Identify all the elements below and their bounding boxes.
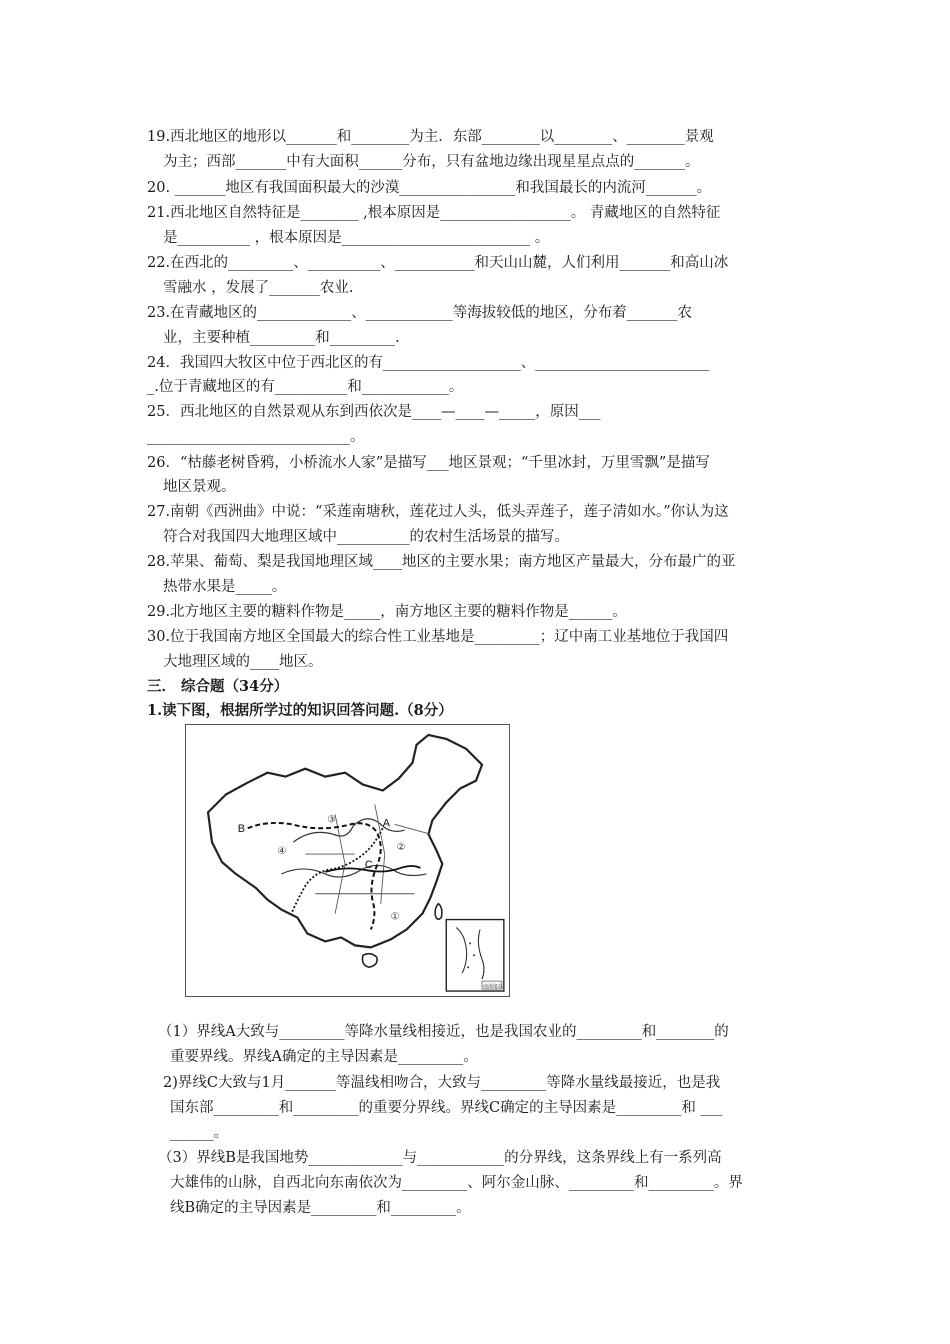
sub-question-3-line-3: 线B确定的主导因素是_________和_________。 [170, 1200, 471, 1216]
question-25-line-2: ____________________________。 [147, 429, 365, 445]
question-22-line-1: 22.在西北的_________、__________、___________和天山山麓，人们利用_______和高山冰 [147, 255, 729, 271]
sub-question-2-line-2: 国东部_________和_________的重要分界线。界线C确定的主导因素是_________和 ___ [170, 1100, 723, 1116]
hainan-island [362, 954, 377, 968]
china-map [186, 725, 509, 996]
south-china-sea-inset [446, 920, 504, 991]
sub-question-3-line-1: （3）界线B是我国地势_____________与____________的分界线，这条界线上有一系列高 [158, 1150, 722, 1166]
china-map-figure [185, 724, 510, 997]
question-21-line-1: 21.西北地区自然特征是________ ,根本原因是__________________。 青藏地区的自然特征 [147, 205, 721, 221]
question-28-line-2: 热带水果是_____。 [163, 579, 287, 595]
question-26-line-1: 26．“枯藤老树昏鸦，小桥流水人家”是描写___地区景观；“千里冰封，万里雪飘”是描写 [147, 455, 710, 471]
map-label-region-4: ④ [277, 846, 287, 858]
sub-question-1-line-2: 重要界线。界线A确定的主导因素是_________。 [170, 1049, 478, 1065]
question-24-line-1: 24．我国四大牧区中位于西北区的有___________________、________________________ [147, 355, 710, 371]
question-26-line-2: 地区景观。 [163, 479, 236, 495]
question-19-line-2: 为主；西部_______中有大面积______分布，只有盆地边缘出现星星点点的_______。 [163, 154, 700, 170]
question-23-line-2: 业，主要种植_________和_________. [163, 330, 400, 346]
question-27-line-2: 符合对我国四大地理区域中__________的农村生活场景的描写。 [163, 529, 569, 545]
question-25-line-1: 25．西北地区的自然景观从东到西依次是____—____—_____，原因___ [147, 404, 601, 420]
sub-question-1-line-1: （1）界线A大致与_________等降水量线相接近，也是我国农业的_________和________的 [158, 1024, 729, 1040]
question-29-line-1: 29.北方地区主要的糖料作物是_____，南方地区主要的糖料作物是______。 [147, 604, 627, 620]
sub-question-3-line-2: 大雄伟的山脉，自西北向东南依次为_________、阿尔金山脉、_________和_________。界 [170, 1175, 743, 1191]
map-label-region-1: ① [390, 911, 400, 923]
section-3-heading: 三． 综合题（34分） [147, 678, 289, 695]
boundary-line-b [248, 823, 381, 930]
question-21-line-2: 是__________ ，根本原因是__________________________ 。 [163, 230, 550, 246]
question-19-line-1: 19.西北地区的地形以_______和________为主．东部________以________、________景观 [147, 129, 714, 145]
question-30-line-1: 30.位于我国南方地区全国最大的综合性工业基地是_________；辽中南工业基地位于我国四 [147, 629, 729, 645]
map-label-b: B [237, 823, 246, 836]
map-label-a: A [382, 817, 391, 830]
sub-question-2-line-1: 2)界线C大致与1月_______等温线相吻合，大致与_________等降水量线最接近，也是我 [163, 1075, 721, 1091]
sub-question-2-line-3: ______。 [170, 1125, 228, 1141]
taiwan-island [435, 904, 442, 919]
question-28-line-1: 28.苹果、葡萄、梨是我国地理区域____地区的主要水果；南方地区产量最大，分布最广的亚 [147, 554, 736, 570]
section-3-question-1-title: 1.读下图，根据所学过的知识回答问题.（8分） [147, 702, 453, 719]
question-30-line-2: 大地理区域的____地区。 [163, 654, 323, 670]
map-label-region-3: ③ [327, 814, 337, 826]
question-20-line-1: 20. _______地区有我国面积最大的沙漠________________和我国最长的内流河_______。 [147, 180, 712, 196]
question-24-line-2: _.位于青藏地区的有__________和____________。 [147, 379, 464, 395]
map-label-region-2: ② [396, 842, 406, 854]
inset-caption: 南海诸岛 [483, 984, 503, 991]
map-label-c: C [364, 858, 373, 871]
question-22-line-2: 雪融水 ，发展了_______农业. [163, 280, 354, 296]
question-23-line-1: 23.在青藏地区的_____________、____________等海拔较低的地区，分布着_______农 [147, 305, 693, 321]
question-27-line-1: 27.南朝《西洲曲》中说：“采莲南塘秋，莲花过人头，低头弄莲子，莲子清如水。”你认为这 [147, 504, 729, 520]
